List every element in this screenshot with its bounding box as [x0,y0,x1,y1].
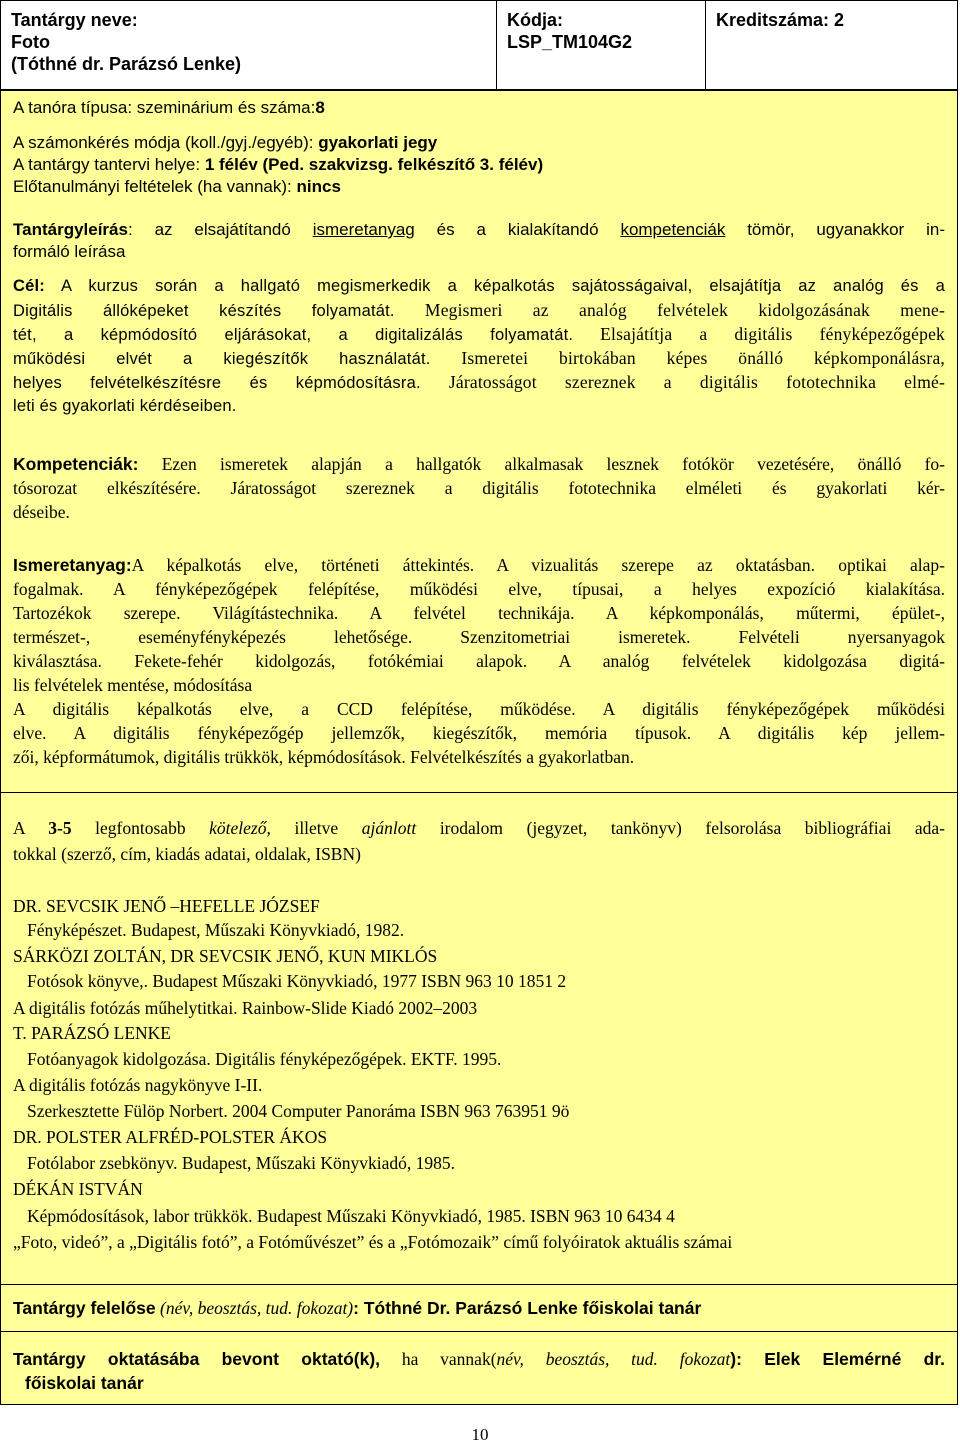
knowledge-line-9: zői, képformátumok, digitális trükkök, képmódosítások. Felvételkészítés a gyakorlatban. [13,747,635,767]
class-type-line: A tanóra típusa: szeminárium és száma:8 [13,98,325,117]
goal-line-5: helyes felvételkészítésre és képmódosításra. Járatosságot szereznek a digitális fototechnika elmé- [13,372,945,392]
code-cell [496,0,706,90]
goal-line-2: Digitális állóképeket készítés folyamatát. Megismeri az analóg felvételek kidolgozásának mene- [13,300,945,320]
literature-item: DÉKÁN ISTVÁN [13,1179,143,1199]
teachers-line-1: Tantárgy oktatásába bevont oktató(k), ha vannak(név, beosztás, tud. fokozat): Elek Elemérné dr. [13,1349,945,1369]
responsible-line: Tantárgy felelőse (név, beosztás, tud. fokozat): Tóthné Dr. Parázsó Lenke főiskolai tanár [13,1298,702,1318]
place-line: A tantárgy tantervi helye: 1 félév (Ped. szakvizsg. felkészítő 3. félév) [13,155,544,174]
subject-cell [0,0,497,90]
literature-item: Szerkesztette Fülöp Norbert. 2004 Computer Panoráma ISBN 963 763951 9ö [27,1101,570,1121]
knowledge-line-3: Tartozékok szerepe. Világítástechnika. A felvétel technikája. A képkomponálás, műtermi, épület-, [13,603,945,623]
literature-item: Fotóanyagok kidolgozása. Digitális fényképezőgépek. EKTF. 1995. [27,1049,502,1069]
prereq-line: Előtanulmányi feltételek (ha vannak): nincs [13,177,341,196]
literature-item: T. PARÁZSÓ LENKE [13,1023,171,1043]
exam-line: A számonkérés módja (koll./gyj./egyéb): gyakorlati jegy [13,133,438,152]
goal-line-1: Cél: A kurzus során a hallgató megismerkedik a képalkotás sajátosságaival, elsajátítja az analóg és a [13,277,945,295]
subject-name: Foto [11,32,50,52]
credits-value: Kreditszáma: 2 [716,10,845,30]
literature-block [0,792,958,1285]
responsible-block [0,1284,958,1332]
teachers-line-2: főiskolai tanár [25,1373,144,1393]
knowledge-line-8: elve. A digitális fényképezőgép jellemzők, kiegészítők, memória típusok. A digitális kép jellem- [13,723,945,743]
literature-item: „Foto, videó”, a „Digitális fotó”, a Fotóművészet” és a „Fotómozaik” című folyóiratok aktuális számai [13,1232,733,1252]
teachers-block [0,1331,958,1405]
goal-line-4: működési elvét a kiegészítők használatát. Ismeretei birtokában képes önálló képkomponálásra, [13,348,945,368]
competence-line-3: déseibe. [13,502,70,522]
description-line-2: formáló leírása [13,242,126,261]
credits-cell [705,0,958,90]
literature-item: Fotósok könyve,. Budapest Műszaki Könyvkiadó, 1977 ISBN 963 10 1851 2 [27,971,567,991]
literature-item: DR. SEVCSIK JENŐ –HEFELLE JÓZSEF [13,896,320,916]
competence-line-2: tósorozat elkészítésére. Járatosságot szereznek a digitális fototechnika elméleti és gyakorlati kér- [13,478,945,498]
description-line: Tantárgyleírás: az elsajátítandó ismeretanyag és a kialakítandó kompetenciák tömör, ugyanakkor in- [13,220,945,239]
literature-item: DR. POLSTER ALFRÉD-POLSTER ÁKOS [13,1127,328,1147]
knowledge-line-2: fogalmak. A fényképezőgépek felépítése, működési elve, típusai, a helyes expozíció kialakítása. [13,579,945,599]
knowledge-line-1: Ismeretanyag:A képalkotás elve, történeti áttekintés. A vizualitás szerepe az oktatásban. optikai alap- [13,555,945,575]
literature-item: Fotólabor zsebkönyv. Budapest, Műszaki Könyvkiadó, 1985. [27,1153,456,1173]
literature-item: A digitális fotózás műhelytitkai. Rainbow-Slide Kiadó 2002–2003 [13,998,478,1018]
subject-teacher: (Tóthné dr. Parázsó Lenke) [11,54,242,74]
literature-item: Fényképészet. Budapest, Műszaki Könyvkiadó, 1982. [27,920,405,940]
literature-item: A digitális fotózás nagykönyve I-II. [13,1075,263,1095]
knowledge-line-7: A digitális képalkotás elve, a CCD felépítése, működése. A digitális fényképezőgépek működési [13,699,945,719]
code-value: LSP_TM104G2 [507,32,633,52]
subject-label: Tantárgy neve: [11,10,138,30]
course-info-block [0,90,958,793]
knowledge-line-6: lis felvételek mentése, módosítása [13,675,253,695]
competence-line-1: Kompetenciák: Ezen ismeretek alapján a hallgatók alkalmasak lesznek fotókör vezetésére, önálló fo- [13,454,945,474]
goal-line-6: leti és gyakorlati kérdéseiben. [13,397,237,415]
knowledge-line-5: kiválasztása. Fekete-fehér kidolgozás, fotókémiai alapok. A analóg felvételek kidolgozása digitá- [13,651,945,671]
literature-intro: A 3-5 legfontosabb kötelező, illetve ajánlott irodalom (jegyzet, tankönyv) felsorolása bibliográfiai ada- [13,818,945,838]
goal-line-3: tét, a képmódosító eljárásokat, a digitalizálás folyamatát. Elsajátítja a digitális fényképezőgépek [13,324,946,344]
code-label: Kódja: [507,10,563,30]
literature-intro-2: tokkal (szerző, cím, kiadás adatai, oldalak, ISBN) [13,844,361,864]
literature-item: SÁRKÖZI ZOLTÁN, DR SEVCSIK JENŐ, KUN MIKLÓS [13,946,438,966]
page-number: 10 [471,1425,489,1444]
literature-item: Képmódosítások, labor trükkök. Budapest Műszaki Könyvkiadó, 1985. ISBN 963 10 6434 4 [27,1206,675,1226]
knowledge-line-4: természet-, eseményfényképezés lehetősége. Szenzitometriai ismeretek. Felvételi nyersanyagok [13,627,945,647]
